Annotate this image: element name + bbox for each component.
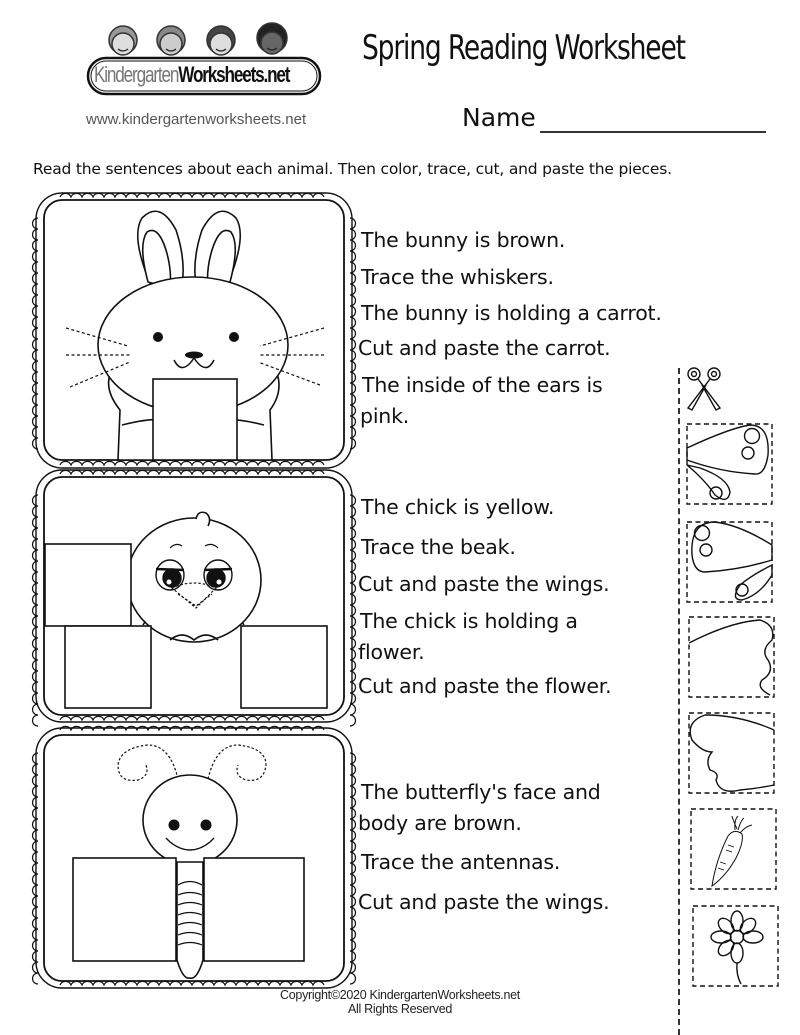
cut-line-vertical[interactable] [678, 368, 680, 1035]
cutout-carrot [691, 809, 776, 889]
chick-wing-paste-box-left [45, 544, 131, 626]
logo-brand-light: Kindergarten [94, 62, 179, 87]
chick-sentence-6: Cut and paste the flower. [358, 674, 612, 698]
butterfly-sentence-1: The butterfly's face and [361, 780, 601, 804]
rights-line: All Rights Reserved [347, 1002, 453, 1016]
cutout-butterfly-wing-right [687, 522, 772, 602]
site-url[interactable]: www.kindergartenworksheets.net [86, 111, 307, 128]
bunny-sentence-5: The inside of the ears is [362, 373, 603, 397]
chick-wing-paste-box-right [241, 626, 327, 708]
chick-sentence-2: Trace the beak. [361, 535, 516, 559]
copyright [0, 988, 800, 1016]
instructions: Read the sentences about each animal. Then color, trace, cut, and paste the pieces. [33, 160, 672, 178]
chick-sentence-1: The chick is yellow. [361, 495, 555, 519]
name-label: Name [462, 103, 536, 132]
butterfly-sentence-2: body are brown. [358, 811, 522, 835]
bunny-sentence-3: The bunny is holding a carrot. [361, 301, 662, 325]
butterfly-sentence-4: Cut and paste the wings. [358, 890, 610, 914]
copyright-line: Copyright©2020 KindergartenWorksheets.net [280, 988, 520, 1002]
cutout-chick-wing-left [689, 617, 774, 697]
bunny-sentence-1: The bunny is brown. [361, 228, 566, 252]
cutout-chick-wing-right [689, 713, 774, 793]
cutout-butterfly-wing-left [687, 424, 772, 504]
flower-paste-box [65, 626, 151, 708]
bunny-sentence-4: Cut and paste the carrot. [358, 336, 611, 360]
chick-sentence-4: The chick is holding a [360, 609, 578, 633]
scissors-icon [688, 368, 720, 410]
butterfly-wing-paste-box-right [204, 858, 304, 961]
page-title: Spring Reading Worksheet [362, 28, 685, 68]
chick-sentence-3: Cut and paste the wings. [358, 572, 610, 596]
bunny-sentence-6: pink. [360, 404, 410, 428]
carrot-paste-box [153, 379, 237, 460]
butterfly-wing-paste-box-left [73, 858, 176, 961]
cutout-flower [693, 906, 778, 986]
logo-brand-bold: Worksheets.net [178, 62, 290, 87]
bunny-sentence-2: Trace the whiskers. [361, 265, 554, 289]
butterfly-sentence-3: Trace the antennas. [361, 850, 561, 874]
chick-sentence-5: flower. [358, 640, 425, 664]
